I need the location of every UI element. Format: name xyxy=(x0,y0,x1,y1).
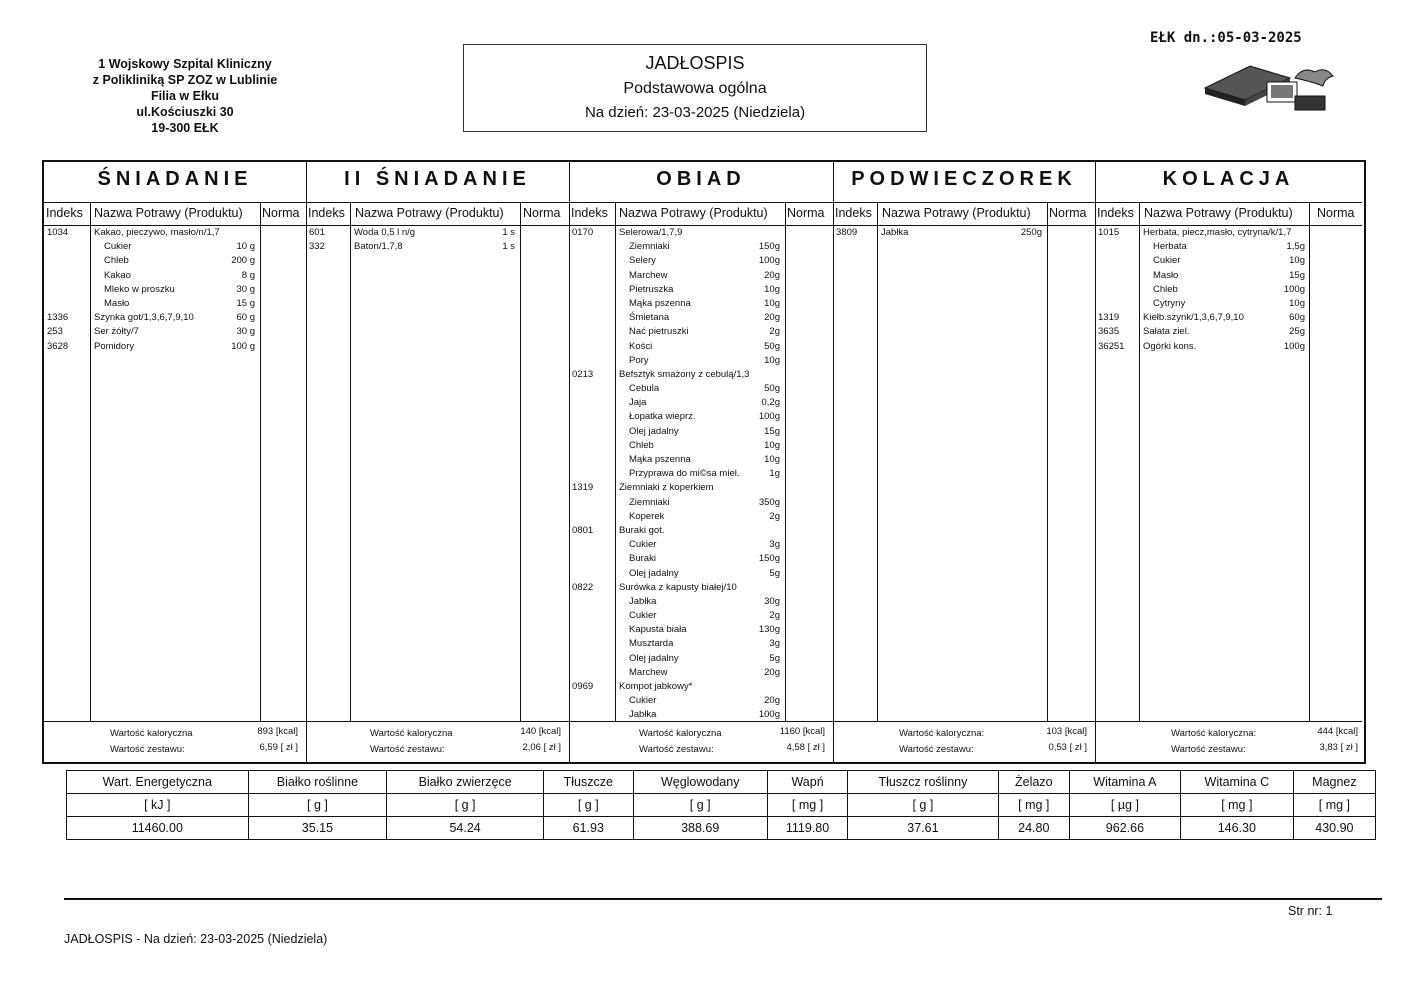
row-index: 332 xyxy=(309,241,325,253)
menu-row xyxy=(44,240,306,254)
kcal-label: Wartość kaloryczna xyxy=(370,728,453,739)
row-norm: 10g xyxy=(764,354,780,366)
cost-label: Wartość zestawu: xyxy=(639,744,714,755)
menu-row xyxy=(306,226,569,240)
menu-row xyxy=(1095,283,1362,297)
menu-row xyxy=(569,467,833,481)
nutrient-header: Magnez xyxy=(1293,771,1375,794)
row-norm: 100 g xyxy=(231,340,255,352)
meal-totals xyxy=(1095,721,1362,762)
nutrient-header: Węglowodany xyxy=(633,771,767,794)
name-header: Nazwa Potrawy (Produktu) xyxy=(355,206,504,220)
menu-row xyxy=(569,524,833,538)
nutrient-header: Witamina A xyxy=(1069,771,1180,794)
hospital-name: 1 Wojskowy Szpital Kliniczny xyxy=(98,57,272,71)
nutrient-unit: [ mg ] xyxy=(767,794,847,817)
menu-row xyxy=(569,283,833,297)
meal-column-dinner xyxy=(1095,162,1362,762)
menu-row xyxy=(306,240,569,254)
row-name: Jabłka xyxy=(881,227,909,238)
menu-row xyxy=(569,382,833,396)
row-name: Jabłka xyxy=(629,709,657,721)
row-norm: 1 s xyxy=(502,241,515,253)
kcal-value: 893 [kcal] xyxy=(257,726,298,737)
meal-rows xyxy=(44,226,306,354)
index-header: Indeks xyxy=(571,206,608,220)
row-name: Ziemniaki xyxy=(629,241,670,253)
meal-title: PODWIECZOREK xyxy=(851,168,1077,190)
row-norm: 30 g xyxy=(236,326,255,338)
row-name: Cukier xyxy=(629,539,657,551)
row-norm: 60 g xyxy=(236,312,255,324)
row-norm: 50g xyxy=(764,383,780,395)
name-header: Nazwa Potrawy (Produktu) xyxy=(1144,206,1293,220)
menu-row xyxy=(44,269,306,283)
row-name: Chleb xyxy=(1153,283,1178,295)
nutrient-value: 11460.00 xyxy=(67,817,249,840)
nutrient-unit: [ g ] xyxy=(633,794,767,817)
nutrient-value: 61.93 xyxy=(543,817,633,840)
menu-row xyxy=(44,226,306,240)
name-header: Nazwa Potrawy (Produktu) xyxy=(94,206,243,220)
meal-title: OBIAD xyxy=(656,168,746,190)
row-norm: 30g xyxy=(764,595,780,607)
row-index: 3809 xyxy=(836,227,858,238)
row-name: Kiełb.szynk/1,3,6,7,9,10 xyxy=(1143,312,1244,324)
menu-table xyxy=(42,160,1366,764)
row-name: Pietruszka xyxy=(629,283,674,295)
row-index: 0801 xyxy=(572,524,594,536)
row-index: 1336 xyxy=(47,312,69,324)
row-norm: 2g xyxy=(769,510,780,522)
row-name: Masło xyxy=(104,297,130,309)
row-index: 601 xyxy=(309,227,325,238)
row-name: Olej jadalny xyxy=(629,652,679,664)
menu-row xyxy=(569,680,833,694)
row-name: Olej jadalny xyxy=(629,425,679,437)
cost-label: Wartość zestawu: xyxy=(110,744,185,755)
row-norm: 5g xyxy=(769,652,780,664)
row-name: Kakao, pieczywo, masło/n/1,7 xyxy=(94,227,220,238)
nutrition-header-row xyxy=(67,771,1376,794)
menu-row xyxy=(1095,325,1362,339)
menu-row xyxy=(1095,240,1362,254)
menu-row xyxy=(569,510,833,524)
row-name: Musztarda xyxy=(629,638,674,650)
menu-row xyxy=(569,269,833,283)
row-name: Przyprawa do mi©sa miel. xyxy=(629,468,740,480)
footer-divider xyxy=(64,898,1382,900)
index-header: Indeks xyxy=(835,206,872,220)
menu-row xyxy=(569,453,833,467)
nutrition-value-row xyxy=(67,817,1376,840)
row-norm: 150g xyxy=(758,553,780,565)
meal-totals xyxy=(569,721,833,762)
row-name: Buraki got. xyxy=(619,524,665,536)
index-header: Indeks xyxy=(46,206,83,220)
menu-row xyxy=(569,311,833,325)
row-index: 3628 xyxy=(47,340,69,352)
menu-row xyxy=(569,439,833,453)
row-norm: 25g xyxy=(1289,326,1305,338)
row-name: Ziemniaki xyxy=(629,496,670,508)
row-index: 0822 xyxy=(572,581,594,593)
row-name: Cytryny xyxy=(1153,297,1186,309)
row-norm: 3g xyxy=(769,638,780,650)
row-norm: 60g xyxy=(1289,312,1305,324)
row-norm: 150g xyxy=(758,241,780,253)
row-norm: 100g xyxy=(1283,283,1305,295)
row-index: 1015 xyxy=(1098,227,1120,238)
row-name: Mleko w proszku xyxy=(104,283,175,295)
row-name: Chleb xyxy=(104,255,129,267)
nutrient-unit: [ g ] xyxy=(543,794,633,817)
row-name: Nać pietruszki xyxy=(629,326,689,338)
printed-date: EŁK dn.:05-03-2025 xyxy=(1150,30,1302,46)
row-norm: 200 g xyxy=(231,255,255,267)
norm-header: Norma xyxy=(787,206,825,220)
row-index: 0969 xyxy=(572,681,594,692)
row-name: Koperek xyxy=(629,510,665,522)
menu-row xyxy=(569,694,833,708)
menu-row xyxy=(569,340,833,354)
menu-row xyxy=(569,595,833,609)
row-norm: 20g xyxy=(764,312,780,324)
row-norm: 50g xyxy=(764,340,780,352)
row-index: 0170 xyxy=(572,227,594,238)
nutrient-unit: [ mg ] xyxy=(1293,794,1375,817)
row-name: Herbata, piecz,masło, cytryna/k/1,7 xyxy=(1143,227,1292,238)
nutrient-header: Białko zwierzęce xyxy=(387,771,544,794)
row-name: Jabłka xyxy=(629,595,657,607)
hospital-clinic: z Polikliniką SP ZOZ w Lublinie xyxy=(92,73,278,87)
row-norm: 20g xyxy=(764,269,780,281)
book-computer-logo xyxy=(1195,58,1345,120)
row-name: Pomidory xyxy=(94,340,135,352)
kcal-value: 103 [kcal] xyxy=(1046,726,1087,737)
menu-row xyxy=(1095,269,1362,283)
nutrient-header: Tłuszcz roślinny xyxy=(848,771,998,794)
cost-value: 4,58 [ zł ] xyxy=(786,742,825,753)
row-norm: 10g xyxy=(764,439,780,451)
row-norm: 100g xyxy=(758,411,780,423)
nutrient-value: 146.30 xyxy=(1180,817,1293,840)
name-header: Nazwa Potrawy (Produktu) xyxy=(619,206,768,220)
meal-title: II ŚNIADANIE xyxy=(344,168,531,190)
row-name: Cukier xyxy=(1153,255,1181,267)
row-norm: 1 s xyxy=(502,227,515,238)
row-name: Śmietana xyxy=(629,312,670,324)
row-norm: 2g xyxy=(769,326,780,338)
menu-row xyxy=(44,283,306,297)
nutrient-header: Wapń xyxy=(767,771,847,794)
row-index: 1319 xyxy=(572,482,594,494)
row-norm: 130g xyxy=(758,624,780,636)
menu-row xyxy=(1095,340,1362,354)
nutrient-header: Wart. Energetyczna xyxy=(67,771,249,794)
row-name: Sałata ziel. xyxy=(1143,326,1190,338)
row-name: Kompot jabkowy* xyxy=(619,681,693,692)
row-name: Baton/1,7,8 xyxy=(354,241,403,253)
nutrient-value: 54.24 xyxy=(387,817,544,840)
row-name: Masło xyxy=(1153,269,1179,281)
menu-row xyxy=(569,254,833,268)
menu-row xyxy=(569,496,833,510)
nutrient-unit: [ g ] xyxy=(848,794,998,817)
index-header: Indeks xyxy=(308,206,345,220)
menu-row xyxy=(569,666,833,680)
row-norm: 350g xyxy=(758,496,780,508)
row-name: Selery xyxy=(629,255,656,267)
row-name: Ogórki kons. xyxy=(1143,340,1197,352)
row-index: 253 xyxy=(47,326,63,338)
page-title: JADŁOSPIS xyxy=(645,53,745,73)
nutrient-unit: [ mg ] xyxy=(1180,794,1293,817)
kcal-label: Wartość kaloryczna: xyxy=(1171,728,1257,739)
menu-row xyxy=(569,481,833,495)
menu-row xyxy=(569,240,833,254)
menu-row xyxy=(44,340,306,354)
nutrient-unit: [ µg ] xyxy=(1069,794,1180,817)
menu-row xyxy=(569,297,833,311)
title-box xyxy=(463,44,927,132)
menu-row xyxy=(569,552,833,566)
meal-column-breakfast xyxy=(44,162,307,762)
row-index: 1319 xyxy=(1098,312,1120,324)
row-name: Cebula xyxy=(629,383,660,395)
nutrient-unit: [ kJ ] xyxy=(67,794,249,817)
row-index: 1034 xyxy=(47,227,69,238)
menu-row xyxy=(569,396,833,410)
row-name: Kości xyxy=(629,340,653,352)
row-name: Mąka pszenna xyxy=(629,454,691,465)
kcal-value: 1160 [kcal] xyxy=(779,726,825,737)
cost-label: Wartość zestawu: xyxy=(1171,744,1246,755)
meal-rows xyxy=(306,226,569,254)
nutrition-unit-row xyxy=(67,794,1376,817)
menu-row xyxy=(569,325,833,339)
meal-rows xyxy=(1095,226,1362,354)
kcal-label: Wartość kaloryczna xyxy=(639,728,722,739)
hospital-street: ul.Kościuszki 30 xyxy=(136,105,234,119)
norm-header: Norma xyxy=(523,206,561,220)
nutrient-value: 388.69 xyxy=(633,817,767,840)
row-name: Mąka pszenna xyxy=(629,297,691,309)
menu-row xyxy=(569,652,833,666)
column-header xyxy=(306,202,569,226)
norm-header: Norma xyxy=(262,206,300,220)
hospital-address xyxy=(60,56,310,136)
row-name: Marchew xyxy=(629,666,668,678)
norm-header: Norma xyxy=(1317,206,1355,220)
column-header xyxy=(833,202,1095,226)
row-name: Kapusta biała xyxy=(629,624,687,636)
hospital-branch: Filia w Ełku xyxy=(150,89,220,103)
menu-row xyxy=(569,567,833,581)
row-name: Szynka got/1,3,6,7,9,10 xyxy=(94,312,194,324)
row-name: Pory xyxy=(629,354,649,366)
row-norm: 100g xyxy=(1283,340,1305,352)
menu-row xyxy=(1095,226,1362,240)
row-name: Łopatka wieprz. xyxy=(629,411,696,423)
menu-row xyxy=(569,226,833,240)
nutrient-header: Żelazo xyxy=(998,771,1069,794)
row-norm: 100g xyxy=(758,255,780,267)
nutrient-value: 35.15 xyxy=(248,817,387,840)
nutrient-value: 962.66 xyxy=(1069,817,1180,840)
row-name: Herbata xyxy=(1153,241,1187,253)
kcal-value: 444 [kcal] xyxy=(1317,726,1358,737)
row-name: Surówka z kapusty białej/10 xyxy=(619,581,737,593)
menu-row xyxy=(569,637,833,651)
row-norm: 10g xyxy=(764,283,780,295)
name-header: Nazwa Potrawy (Produktu) xyxy=(882,206,1031,220)
row-norm: 250g xyxy=(1020,227,1042,238)
nutrient-unit: [ g ] xyxy=(248,794,387,817)
meal-rows xyxy=(569,226,833,723)
row-norm: 100g xyxy=(758,709,780,721)
row-name: Befsztyk smażony z cebulą/1,3 xyxy=(619,368,750,380)
row-norm: 1g xyxy=(769,468,780,480)
menu-row xyxy=(44,311,306,325)
nutrient-unit: [ mg ] xyxy=(998,794,1069,817)
row-norm: 10g xyxy=(1289,255,1305,267)
nutrient-value: 1119.80 xyxy=(767,817,847,840)
nutrient-value: 24.80 xyxy=(998,817,1069,840)
menu-date: Na dzień: 23-03-2025 (Niedziela) xyxy=(584,104,806,121)
row-norm: 10g xyxy=(1289,297,1305,309)
row-name: Cukier xyxy=(104,241,132,253)
cost-label: Wartość zestawu: xyxy=(370,744,445,755)
menu-row xyxy=(44,254,306,268)
row-index: 0213 xyxy=(572,368,594,380)
row-name: Jaja xyxy=(629,397,647,409)
nutrient-header: Witamina C xyxy=(1180,771,1293,794)
row-norm: 15 g xyxy=(236,297,255,309)
row-norm: 1,5g xyxy=(1286,241,1305,253)
nutrient-header: Tłuszcze xyxy=(543,771,633,794)
row-name: Selerowa/1,7,9 xyxy=(619,227,683,238)
menu-row xyxy=(569,623,833,637)
menu-row xyxy=(569,425,833,439)
nutrition-table xyxy=(66,770,1376,840)
row-name: Marchew xyxy=(629,269,668,281)
cost-label: Wartość zestawu: xyxy=(899,744,974,755)
row-norm: 2g xyxy=(769,610,780,622)
row-name: Chleb xyxy=(629,439,654,451)
row-name: Cukier xyxy=(629,695,657,707)
row-norm: 15g xyxy=(1289,269,1305,281)
row-norm: 20g xyxy=(764,666,780,678)
menu-row xyxy=(1095,297,1362,311)
meal-totals xyxy=(44,721,306,762)
menu-row xyxy=(1095,311,1362,325)
row-norm: 10g xyxy=(764,454,780,465)
menu-row xyxy=(569,538,833,552)
menu-row xyxy=(1095,254,1362,268)
cost-value: 2,06 [ zł ] xyxy=(522,742,561,753)
meal-rows xyxy=(833,226,1095,240)
row-name: Kakao xyxy=(104,269,131,281)
meal-totals xyxy=(833,721,1095,762)
nutrient-header: Białko roślinne xyxy=(248,771,387,794)
row-norm: 15g xyxy=(764,425,780,437)
row-index: 36251 xyxy=(1098,340,1125,352)
menu-row xyxy=(44,325,306,339)
column-header xyxy=(1095,202,1362,226)
nutrient-unit: [ g ] xyxy=(387,794,544,817)
row-name: Cukier xyxy=(629,610,657,622)
meal-title: KOLACJA xyxy=(1162,168,1295,190)
row-norm: 3g xyxy=(769,539,780,551)
row-norm: 8 g xyxy=(241,269,255,281)
row-norm: 20g xyxy=(764,695,780,707)
meal-column-lunch xyxy=(569,162,834,762)
row-norm: 10g xyxy=(764,297,780,309)
meal-title: ŚNIADANIE xyxy=(97,168,253,190)
norm-header: Norma xyxy=(1049,206,1087,220)
column-header xyxy=(44,202,306,226)
row-norm: 0,2g xyxy=(761,397,780,409)
row-norm: 5g xyxy=(769,567,780,579)
kcal-value: 140 [kcal] xyxy=(520,726,561,737)
cost-value: 0,53 [ zł ] xyxy=(1048,742,1087,753)
row-index: 3635 xyxy=(1098,326,1120,338)
row-norm: 30 g xyxy=(236,283,255,295)
footer-text: JADŁOSPIS - Na dzień: 23-03-2025 (Niedziela) xyxy=(64,932,328,946)
meal-column-afternoon-snack xyxy=(833,162,1096,762)
diet-name: Podstawowa ogólna xyxy=(623,80,767,97)
index-header: Indeks xyxy=(1097,206,1134,220)
row-name: Woda 0,5 l n/g xyxy=(354,227,416,238)
meal-column-second-breakfast xyxy=(306,162,570,762)
row-name: Buraki xyxy=(629,553,656,565)
row-name: Ser żółty/7 xyxy=(94,326,139,338)
nutrient-value: 430.90 xyxy=(1293,817,1375,840)
page-number: Str nr: 1 xyxy=(1288,904,1333,918)
menu-row xyxy=(569,354,833,368)
menu-row xyxy=(569,609,833,623)
column-header xyxy=(569,202,833,226)
row-name: Olej jadalny xyxy=(629,567,679,579)
hospital-city: 19-300 EŁK xyxy=(151,121,219,135)
meal-totals xyxy=(306,721,569,762)
cost-value: 3,83 [ zł ] xyxy=(1319,742,1358,753)
menu-row xyxy=(833,226,1095,240)
row-name: Ziemniaki z koperkiem xyxy=(619,482,714,494)
kcal-label: Wartość kaloryczna xyxy=(110,728,193,739)
menu-row xyxy=(569,368,833,382)
menu-row xyxy=(569,410,833,424)
nutrient-value: 37.61 xyxy=(848,817,998,840)
menu-row xyxy=(44,297,306,311)
menu-row xyxy=(569,581,833,595)
kcal-label: Wartość kaloryczna: xyxy=(899,728,985,739)
cost-value: 6,59 [ zł ] xyxy=(259,742,298,753)
row-norm: 10 g xyxy=(236,241,255,253)
